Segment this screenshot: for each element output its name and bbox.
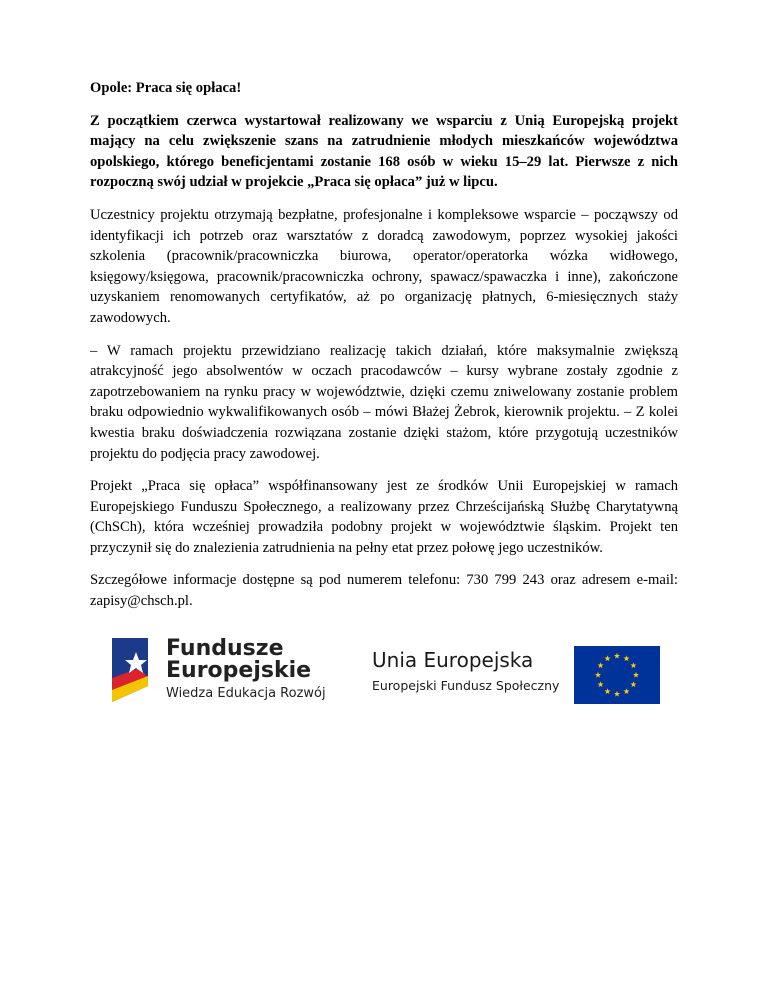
logo-bar xyxy=(108,618,668,728)
paragraph-2: – W ramach projektu przewidziano realizację takich działań, które maksymalnie zwiększą atrakcyjność jego absolwentów w oczach pracodawców – kursy wybrane zostały zgodnie z zapotrzebowaniem na rynku pracy w województwie, dzięki czemu zniwelowany zostanie problem braku odpowiednio wykwalifikowanych osób – mówi Błażej Żebrok, kierownik projektu. – Z kolei kwestia braku doświadczenia rozwiązana zostanie dzięki stażom, które przygotują uczestników projektu do podjęcia pracy zawodowej. xyxy=(90,342,678,462)
eu-line-1: Unia Europejska xyxy=(372,648,534,672)
fundusze-line-2: Europejskie xyxy=(166,658,312,683)
paragraph-3: Projekt „Praca się opłaca” współfinansowany jest ze środków Unii Europejskiej w ramach Europejskiego Funduszu Społecznego, a realizowany przez Chrześcijańską Służbę Charytatywną (ChSCh), która wcześniej prowadziła podobny projekt w województwie śląskim. Projekt ten przyczynił się do znalezienia zatrudnienia na pełny etat przez połowę jego uczestników. xyxy=(90,478,678,556)
eu-line-2: Europejski Fundusz Społeczny xyxy=(372,678,560,693)
paragraph-1: Uczestnicy projektu otrzymają bezpłatne, profesjonalne i kompleksowe wsparcie – począwszy od identyfikacji ich potrzeb oraz warsztatów z doradcą zawodowym, poprzez wysokiej jakości szkolenia (pracownik/pracowniczka biurowa, operator/operatorka wózka widłowego, księgowy/księgowa, pracownik/pracowniczka ochrony, spawacz/spawaczka i inne), zakończone uzyskaniem renomowanych certyfikatów, aż po organizację płatnych, 6-miesięcznych staży zawodowych. xyxy=(90,206,678,326)
eu-flag-icon xyxy=(574,646,660,704)
article-title: Opole: Praca się opłaca! xyxy=(90,80,242,96)
article-lead: Z początkiem czerwca wystartował realizowany we wsparciu z Unią Europejską projekt mający na celu zwiększenie szans na zatrudnienie młodych mieszkańców województwa opolskiego, którego beneficjentami zostanie 168 osób w wieku 15–29 lat. Pierwsze z nich rozpoczną swój udział w projekcie „Praca się opłaca” już w lipcu. xyxy=(90,112,678,191)
fundusze-line-1: Fundusze xyxy=(166,636,284,661)
fundusze-europejskie-text xyxy=(166,638,326,703)
unia-europejska-text xyxy=(372,648,559,695)
fundusze-europejskie-icon xyxy=(112,638,160,702)
article-body xyxy=(90,78,678,624)
fundusze-europejskie-logo xyxy=(108,618,380,726)
fundusze-line-3: Wiedza Edukacja Rozwój xyxy=(166,686,326,701)
paragraph-4: Szczegółowe informacje dostępne są pod numerem telefonu: 730 799 243 oraz adresem e-mail: zapisy@chsch.pl. xyxy=(90,572,678,610)
